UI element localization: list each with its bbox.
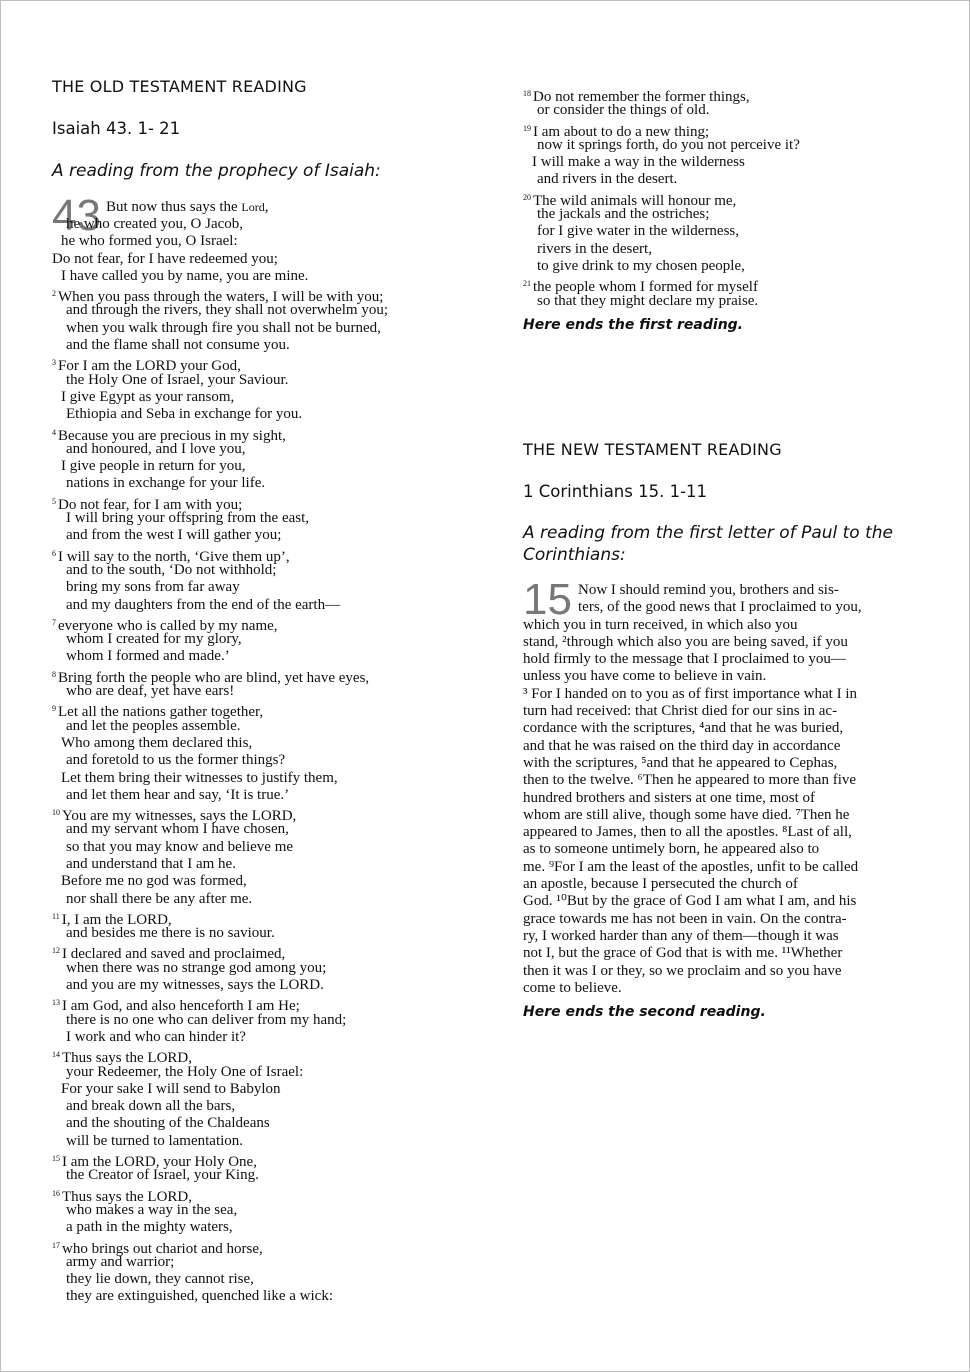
verse-line: [52, 320, 482, 337]
verse-text: the jackals and the ostriches;: [537, 206, 710, 223]
prose-line: whom are still alive, though some have died. ⁷Then he: [523, 806, 850, 823]
verse-text: Thus says the LORD,: [62, 1188, 192, 1205]
verse-text: Bring forth the people who are blind, yet have eyes,: [58, 669, 370, 686]
verse-line: [52, 804, 482, 825]
verse-text: will be turned to lamentation.: [66, 1132, 244, 1149]
verse-line: [52, 700, 482, 721]
prose-line: ters, of the good news that I proclaimed to you,: [578, 599, 862, 616]
prose-line: stand, ²through which also you are being saved, if you: [523, 633, 848, 650]
verse-line: [52, 389, 482, 406]
verse-text: the people whom I formed for myself: [533, 279, 758, 296]
verse-line: [52, 545, 482, 565]
verse-text: and my daughters from the end of the earth—: [66, 596, 341, 613]
prose-line: then it was I or they, so we proclaim and so you have: [523, 962, 842, 979]
verse-line: [52, 1219, 482, 1236]
verse-text: for I give water in the wilderness,: [537, 223, 740, 240]
verse-text: and from the west I will gather you;: [66, 527, 282, 544]
corinthians-passage: [523, 575, 943, 997]
verse-text: and break down all the bars,: [66, 1098, 236, 1115]
verse-line: [52, 1029, 482, 1046]
verse-text: and my servant whom I have chosen,: [66, 821, 289, 838]
verse-text: When you pass through the waters, I will be with you;: [58, 289, 384, 306]
verse-text: I give Egypt as your ransom,: [61, 388, 235, 405]
verse-line: [52, 891, 482, 908]
prose-line: ry, I worked harder than any of them—though it was: [523, 927, 839, 944]
verse-line: [523, 189, 943, 209]
verse-text: so that they might declare my praise.: [537, 292, 759, 309]
verse-line: [52, 372, 482, 389]
verse-line: [52, 406, 482, 423]
verse-text: there is no one who can deliver from my hand;: [66, 1011, 347, 1028]
prose-line: hold firmly to the message that I proclaimed to you—: [523, 651, 846, 668]
new-testament-heading: THE NEW TESTAMENT READING: [523, 440, 782, 459]
verse-line: [52, 770, 482, 787]
verse-line: [52, 1098, 482, 1115]
verse-text: I am the LORD, your Holy One,: [62, 1154, 257, 1171]
verse-text: and the flame shall not consume you.: [66, 337, 290, 354]
verse-text: and through the rivers, they shall not overwhelm you;: [66, 302, 389, 319]
verse-line: [52, 493, 482, 513]
verse-text: and honoured, and I love you,: [66, 440, 246, 457]
verse-number: 12: [52, 946, 60, 956]
verse-text: I, I am the LORD,: [61, 911, 172, 928]
verse-text: and to the south, ‘Do not withhold;: [66, 561, 277, 578]
verse-text: Do not fear, for I am with you;: [58, 496, 243, 513]
verse-number: 7: [52, 617, 56, 627]
verse-text: they are extinguished, quenched like a wick:: [66, 1288, 333, 1305]
lord-small-caps: Lord: [241, 200, 265, 214]
verse-line: [52, 873, 482, 890]
verse-text: everyone who is called by my name,: [58, 617, 278, 634]
verse-number: 16: [52, 1188, 60, 1198]
verse-line: [52, 216, 482, 233]
verse-number: 13: [52, 998, 60, 1008]
prose-line: cordance with the scriptures, ⁴and that he was buried,: [523, 720, 844, 737]
prose-line: me. ⁹For I am the least of the apostles, unfit to be called: [523, 858, 859, 875]
verse-text: Because you are precious in my sight,: [58, 427, 286, 444]
verse-text: Do not remember the former things,: [533, 89, 750, 105]
verse-number: 11: [52, 911, 60, 921]
verse-text: and rivers in the desert.: [537, 171, 678, 188]
verse-line: [52, 960, 482, 977]
verse-line: [523, 171, 943, 188]
prose-line: which you in turn received, in which also you: [523, 616, 798, 633]
chapter-number-43: 43: [52, 191, 101, 240]
verse-line: [52, 942, 482, 963]
verse-line: [52, 251, 482, 268]
verse-line: [52, 735, 482, 752]
verse-text: and let them hear and say, ‘It is true.’: [66, 786, 290, 803]
verse-text: bring my sons from far away: [66, 579, 240, 596]
verse-text: a path in the mighty waters,: [66, 1219, 233, 1236]
verse-number: 18: [523, 89, 531, 98]
prose-line: Now I should remind you, brothers and sis-: [578, 582, 839, 598]
prose-line: unless you have come to believe in vain.: [523, 668, 767, 685]
verse-line: [52, 1167, 482, 1184]
verse-line: [52, 579, 482, 596]
prose-line: grace towards me has not been in vain. On the contra-: [523, 910, 847, 927]
verse-text: The wild animals will honour me,: [533, 192, 737, 209]
verse-line: [52, 510, 482, 527]
isaiah-first-line-b: ,: [264, 199, 269, 215]
verse-text: who are deaf, yet have ears!: [66, 683, 235, 700]
verse-line: [52, 475, 482, 492]
verse-line: [52, 424, 482, 444]
verse-line: [52, 458, 482, 475]
prose-line: God. ¹⁰But by the grace of God I am what I am, and his: [523, 893, 857, 910]
verse-text: or consider the things of old.: [537, 102, 710, 119]
verse-text: For I am the LORD your God,: [58, 358, 241, 375]
verse-text: to give drink to my chosen people,: [537, 257, 745, 274]
verse-line: [52, 821, 482, 838]
verse-line: [52, 1237, 482, 1257]
verse-text: I will say to the north, ‘Give them up’,: [58, 548, 290, 565]
isaiah-first-line: [106, 199, 269, 216]
chapter-number-15: 15: [523, 575, 572, 624]
verse-line: [52, 1185, 482, 1205]
isaiah-verses-continued: [523, 85, 943, 310]
verse-text: now it springs forth, do you not perceive it?: [537, 136, 800, 153]
verse-number: 21: [523, 279, 531, 289]
verse-text: when there was no strange god among you;: [66, 959, 327, 976]
prose-line: and that he was raised on the third day in accordance: [523, 737, 841, 754]
verse-text: and understand that I am he.: [66, 855, 236, 872]
old-testament-heading: THE OLD TESTAMENT READING: [52, 77, 307, 96]
prose-line: ³ For I handed on to you as of first importance what I in: [523, 685, 858, 702]
new-testament-intro: A reading from the first letter of Paul to the Corinthians:: [523, 523, 894, 565]
verse-text: nor shall there be any after me.: [66, 890, 253, 907]
verse-text: I will make a way in the wilderness: [532, 154, 745, 171]
old-testament-intro: A reading from the prophecy of Isaiah:: [52, 161, 381, 181]
prose-line: as to someone untimely born, he appeared also to: [523, 841, 820, 858]
verse-text: Thus says the LORD,: [62, 1050, 192, 1067]
verse-line: [52, 597, 482, 614]
verse-text: I am God, and also henceforth I am He;: [62, 998, 300, 1015]
verse-line: [52, 648, 482, 665]
verse-text: Do not fear, for I have redeemed you;: [52, 250, 278, 267]
prose-line: appeared to James, then to all the apostles. ⁸Last of all,: [523, 824, 852, 841]
verse-number: 4: [52, 427, 56, 437]
verse-text: he who created you, O Jacob,: [66, 216, 244, 232]
verse-text: Let all the nations gather together,: [58, 704, 264, 721]
verse-line: [52, 1150, 482, 1171]
verse-line: [52, 666, 482, 686]
verse-line: [523, 120, 943, 140]
verse-text: For your sake I will send to Babylon: [61, 1080, 281, 1097]
verse-number: 5: [52, 496, 56, 506]
verse-number: 19: [523, 123, 531, 133]
verse-text: I will bring your offspring from the east,: [66, 510, 310, 527]
verse-line: [52, 977, 482, 994]
verse-number: 17: [52, 1240, 60, 1250]
verse-text: I have called you by name, you are mine.: [61, 267, 309, 284]
verse-line: [52, 268, 482, 285]
verse-line: [52, 1202, 482, 1219]
verse-line: [52, 354, 482, 375]
verse-text: whom I created for my glory,: [66, 631, 242, 648]
verse-line: [52, 337, 482, 354]
prose-line: not I, but the grace of God that is with me. ¹¹Whether: [523, 945, 843, 962]
verse-number: 10: [52, 808, 60, 818]
verse-text: and you are my witnesses, says the LORD.: [66, 977, 324, 994]
verse-line: [52, 718, 482, 735]
new-testament-reference: 1 Corinthians 15. 1-11: [523, 482, 708, 501]
verse-line: [52, 614, 482, 634]
verse-text: Let them bring their witnesses to justify them,: [61, 769, 338, 786]
verse-text: You are my witnesses, says the LORD,: [62, 808, 297, 825]
verse-line: [52, 1254, 482, 1271]
verse-line: [52, 1046, 482, 1067]
verse-line: [52, 1133, 482, 1150]
verse-text: I work and who can hinder it?: [66, 1028, 246, 1045]
verse-number: 3: [52, 358, 56, 368]
verse-number: 6: [52, 548, 56, 558]
verse-text: I am about to do a new thing;: [533, 123, 710, 140]
verse-text: your Redeemer, the Holy One of Israel:: [66, 1063, 304, 1080]
verse-line: [52, 562, 482, 579]
verse-text: nations in exchange for your life.: [66, 475, 266, 492]
verse-line: [52, 925, 482, 942]
verse-line: [52, 908, 482, 928]
verse-line: [523, 154, 943, 171]
verse-line: [52, 285, 482, 306]
verse-line: [52, 527, 482, 544]
verse-text: they lie down, they cannot rise,: [66, 1271, 254, 1288]
verse-line: [523, 85, 943, 105]
verse-line: [52, 233, 482, 250]
verse-line: [523, 293, 943, 310]
verse-text: and let the peoples assemble.: [66, 717, 241, 734]
verse-text: Who among them declared this,: [61, 734, 253, 751]
verse-text: rivers in the desert,: [537, 240, 652, 257]
verse-text: I give people in return for you,: [61, 458, 246, 475]
verse-line: [52, 1081, 482, 1098]
verse-number: 20: [523, 192, 531, 202]
old-testament-reference: Isaiah 43. 1- 21: [52, 119, 181, 138]
verse-line: [52, 856, 482, 873]
verse-line: [52, 1271, 482, 1288]
prose-line: turn had received: that Christ died for our sins in ac-: [523, 703, 838, 720]
verse-line: [523, 275, 943, 296]
verse-line: [52, 752, 482, 769]
first-reading-ending: Here ends the first reading.: [523, 317, 744, 333]
verse-text: I declared and saved and proclaimed,: [62, 946, 286, 963]
verse-text: the Creator of Israel, your King.: [66, 1167, 259, 1184]
verse-text: he who formed you, O Israel:: [61, 233, 238, 250]
isaiah-first-line-a: But now thus says the: [106, 199, 242, 215]
verse-text: when you walk through fire you shall not be burned,: [66, 319, 381, 336]
verse-text: and the shouting of the Chaldeans: [66, 1115, 270, 1132]
prose-line: hundred brothers and sisters at one time, most of: [523, 789, 816, 806]
verse-text: and foretold to us the former things?: [66, 752, 286, 769]
verse-line: [523, 223, 943, 240]
verse-text: army and warrior;: [66, 1253, 175, 1270]
verse-text: Ethiopia and Seba in exchange for you.: [66, 406, 303, 423]
verse-number: 9: [52, 704, 56, 714]
verse-line: [523, 137, 943, 154]
verse-line: [523, 258, 943, 275]
prose-line: with the scriptures, ⁵and that he appeared to Cephas,: [523, 754, 838, 771]
verse-line: [523, 241, 943, 258]
verse-line: [52, 1115, 482, 1132]
prose-line: come to believe.: [523, 979, 622, 996]
verse-text: who brings out chariot and horse,: [62, 1240, 263, 1257]
isaiah-verses: [52, 216, 482, 1306]
verse-text: Before me no god was formed,: [61, 873, 247, 890]
verse-line: [52, 1012, 482, 1029]
verse-line: [52, 302, 482, 319]
verse-text: who makes a way in the sea,: [66, 1201, 238, 1218]
verse-number: 14: [52, 1050, 60, 1060]
verse-number: 2: [52, 289, 56, 299]
verse-text: the Holy One of Israel, your Saviour.: [66, 371, 289, 388]
verse-line: [52, 1064, 482, 1081]
verse-number: 8: [52, 669, 56, 679]
verse-text: and besides me there is no saviour.: [66, 925, 275, 942]
second-reading-ending: Here ends the second reading.: [523, 1004, 766, 1020]
verse-line: [52, 839, 482, 856]
verse-number: 15: [52, 1154, 60, 1164]
prose-line: an apostle, because I persecuted the church of: [523, 876, 798, 893]
prose-line: then to the twelve. ⁶Then he appeared to more than five: [523, 772, 857, 789]
verse-line: [52, 787, 482, 804]
verse-line: [52, 1288, 482, 1305]
verse-text: so that you may know and believe me: [66, 838, 294, 855]
verse-text: whom I formed and made.’: [66, 648, 230, 665]
verse-line: [52, 994, 482, 1015]
